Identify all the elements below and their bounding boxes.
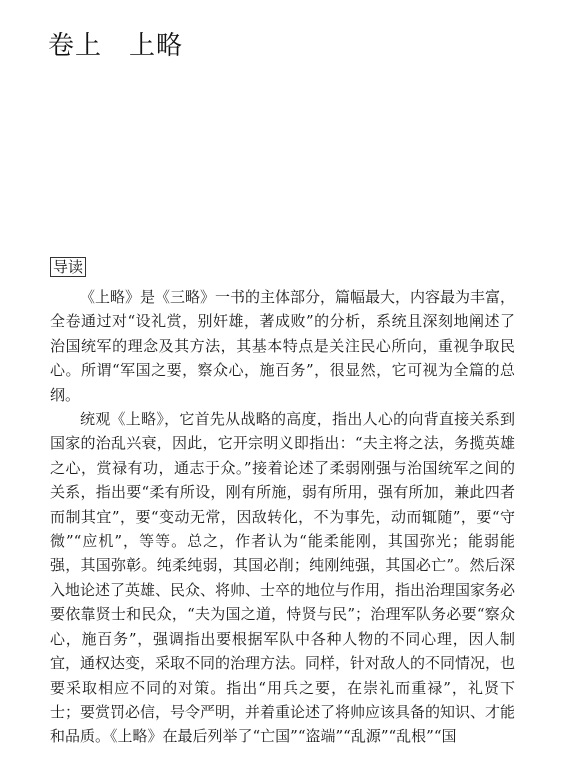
paragraph: 《上略》是《三略》一书的主体部分，篇幅最大，内容最为丰富，全卷通过对“设礼赏，别奸雄，著成败”的分析，系统且深刻地阐述了治国统军的理念及其方法，其基本特点是关注民心所向，重视争取民心。所谓“军国之要，察众心，施百务”，很显然，它可视为全篇的总纲。 [50,288,516,404]
body-text [50,285,515,749]
section-label-guide: 导读 [50,257,86,277]
chapter-title: 卷上 上略 [48,31,184,61]
paragraph: 统观《上略》，它首先从战略的高度，指出人心的向背直接关系到国家的治乱兴衰，因此，它开宗明义即指出：“夫主将之法，务揽英雄之心，赏禄有功，通志于众。”接着论述了柔弱刚强与治国统军之间的关系，指出要“柔有所设，刚有所施，弱有所用，强有所加，兼此四者而制其宜”，要“变动无常，因敌转化，不为事先，动而辄随”，要“守微”“应机”，等等。总之，作者认为“能柔能刚，其国弥光；能弱能强，其国弥彰。纯柔纯弱，其国必削；纯刚纯强，其国必亡”。然后深入地论述了英雄、民众、将帅、士卒的地位与作用，指出治理国家务必要依靠贤士和民众，“夫为国之道，恃贤与民”；治理军队务必要“察众心，施百务”，强调指出要根据军队中各种人物的不同心理，因人制宜，通权达变，采取不同的治理方法。同样，针对敌人的不同情况，也要采取相应不同的对策。指出“用兵之要，在崇礼而重禄”，礼贤下士；要赏罚必信，号令严明，并着重论述了将帅应该具备的知识、才能和品质。《上略》在最后列举了“亡国”“盗端”“乱源”“乱根”“国 [50,410,516,746]
